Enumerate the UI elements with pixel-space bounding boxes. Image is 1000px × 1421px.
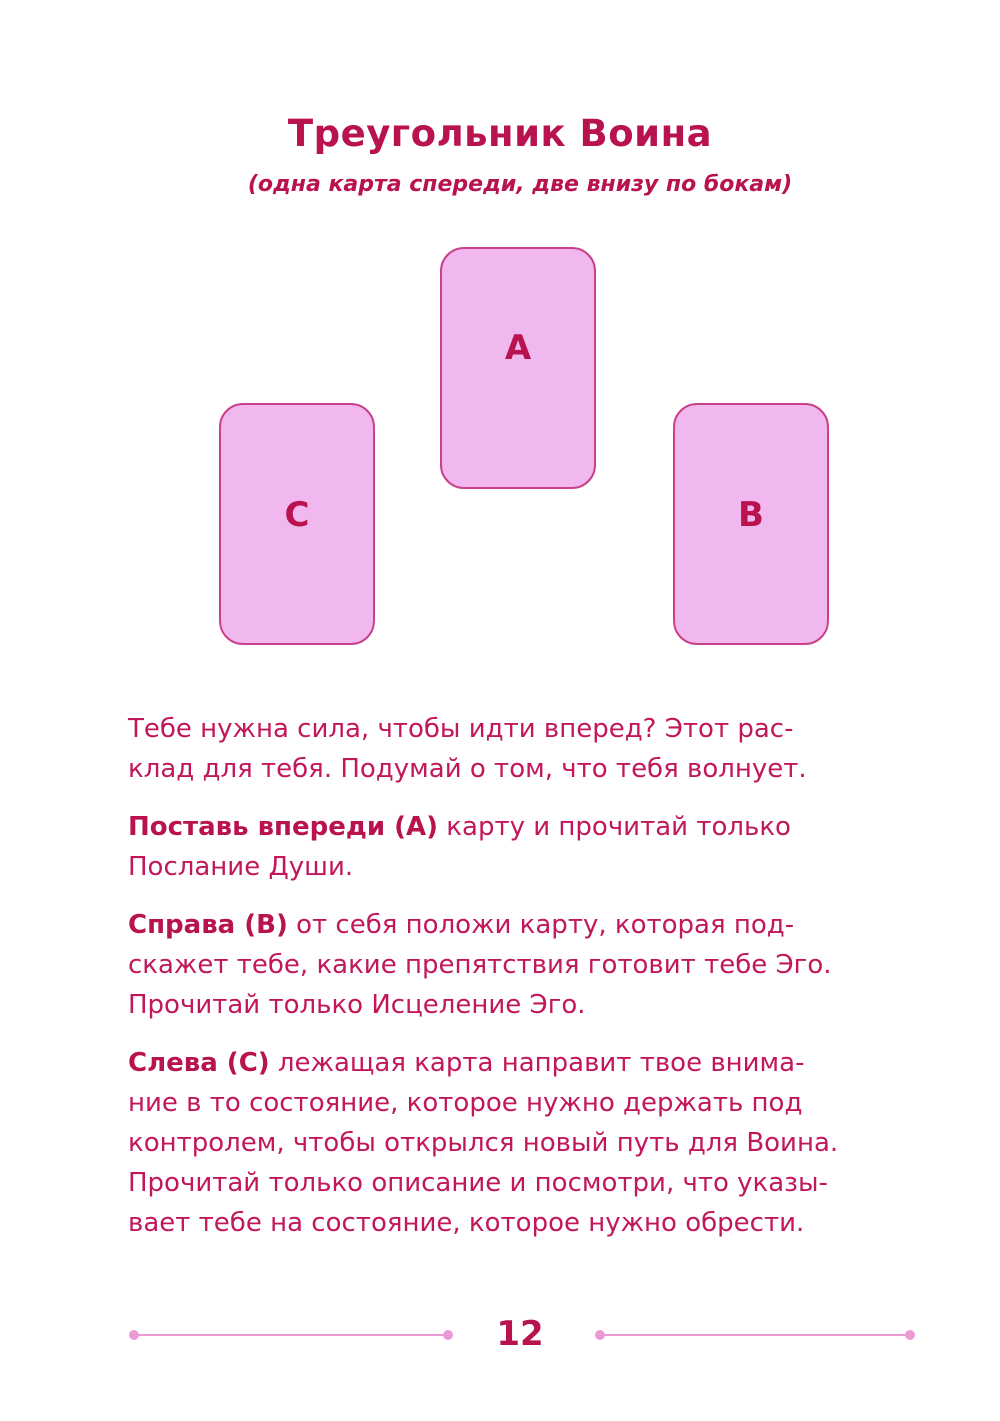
text-line: ние в то состояние, которое нужно держать под (128, 1088, 803, 1118)
card-a (440, 247, 596, 489)
card-a-heading: Поставь впереди (А) (128, 812, 439, 842)
text-fragment: лежащая карта направит твое внима- (269, 1048, 805, 1078)
card-c-heading: Слева (С) (128, 1048, 270, 1078)
text-line: Прочитай только описание и посмотри, что указы- (128, 1168, 828, 1198)
text-line: контролем, чтобы открылся новый путь для Воина. (128, 1128, 839, 1158)
card-a-label: A (504, 328, 532, 368)
text-line: Тебе нужна сила, чтобы идти вперед? Этот рас- (128, 714, 794, 744)
text-line: вает тебе на состояние, которое нужно обрести. (128, 1208, 805, 1238)
card-c-label: C (284, 495, 310, 535)
body-text (128, 709, 928, 1261)
text-line: Послание Души. (128, 852, 354, 882)
text-line: клад для тебя. Подумай о том, что тебя волнует. (128, 754, 807, 784)
text-fragment: от себя положи карту, которая под- (287, 910, 795, 940)
card-b-paragraph (128, 905, 928, 1025)
card-b-heading: Справа (В) (128, 910, 288, 940)
text-line (128, 905, 928, 945)
text-line (128, 807, 928, 847)
text-line (128, 1043, 928, 1083)
intro-paragraph (128, 709, 928, 789)
card-b-label: B (738, 495, 764, 535)
card-b (673, 403, 829, 645)
card-c-paragraph (128, 1043, 928, 1243)
page-subtitle: (одна карта спереди, две внизу по бокам) (247, 172, 793, 197)
text-line: скажет тебе, какие препятствия готовит тебе Эго. (128, 950, 832, 980)
page-number: 12 (496, 1314, 544, 1354)
page-title: Треугольник Воина (287, 112, 713, 155)
text-fragment: карту и прочитай только (438, 812, 791, 842)
card-c (219, 403, 375, 645)
card-a-paragraph (128, 807, 928, 887)
text-line: Прочитай только Исцеление Эго. (128, 990, 586, 1020)
